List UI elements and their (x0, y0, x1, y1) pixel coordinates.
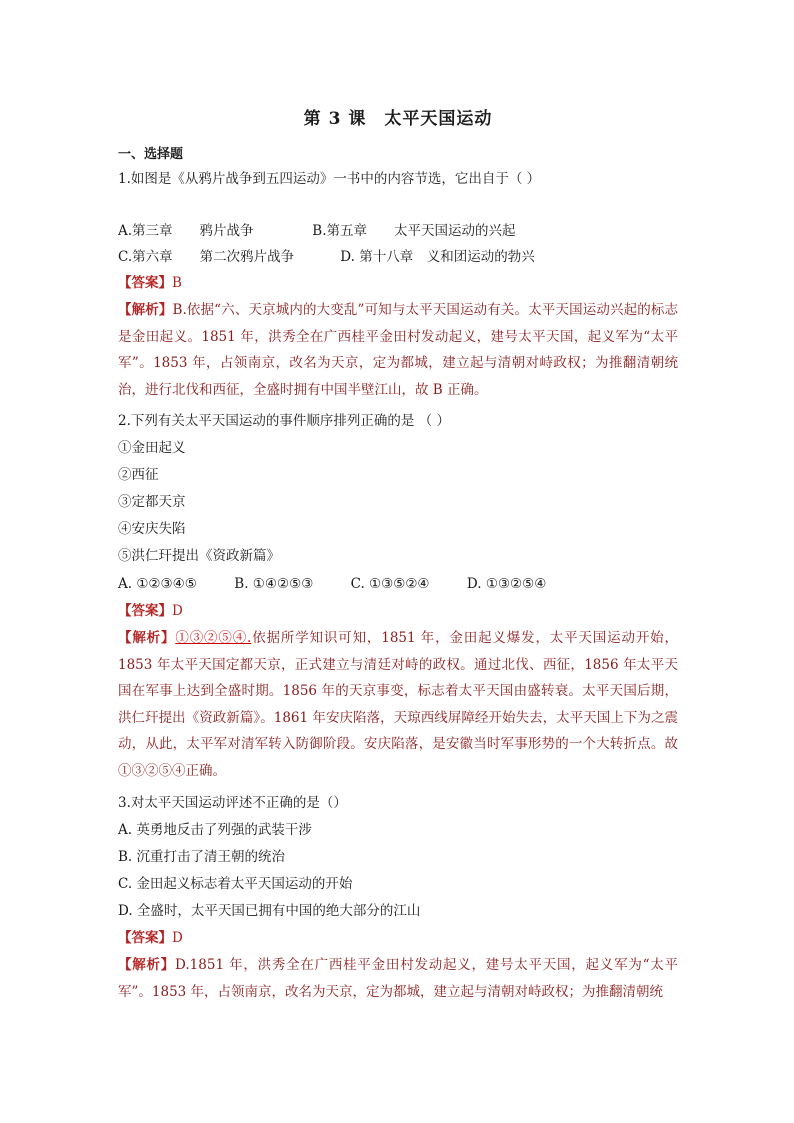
q1-stem: 1.如图是《从鸦片战争到五四运动》一书中的内容节选，它出自于（ ） (118, 171, 541, 187)
q1-explanation (118, 297, 678, 403)
q1-answer (118, 270, 678, 297)
page-title: 第 3 课 太平天国运动 (303, 109, 493, 129)
explanation-highlight: ①③②⑤④. (175, 630, 252, 646)
q2-options-row (118, 571, 678, 598)
q2-answer (118, 598, 678, 625)
q1-option-a: A.第三章 鸦片战争 (118, 223, 254, 239)
explanation-text: B.依据“六、天京城内的大变乱”可知与太平天国运动有关。太平天国运动兴起的标志是金田起义。1851 年，洪秀全在广西桂平金田村发动起义，建号太平天国，起义军为“太平军”。1853 年，占领南京，改名为天京，定为都城，建立起与清朝对峙政权；为推翻清朝统治，进行北伐和西征，全盛时拥有中国半壁江山，故 B 正确。 (118, 302, 679, 398)
q2-option-b: B. ①④②⑤③ (234, 576, 314, 592)
q2-item: ④安庆失陷 (118, 521, 186, 537)
q2-item: ③定都天京 (118, 494, 186, 510)
q2-option-d: D. ①③②⑤④ (466, 576, 547, 592)
q1-options-row-2 (118, 244, 678, 271)
q2-item: ②西征 (118, 467, 159, 483)
q2-item: ①金田起义 (118, 440, 186, 456)
q3-option-d: D. 全盛时，太平天国已拥有中国的绝大部分的江山 (118, 903, 421, 919)
q3-explanation (118, 952, 678, 1005)
q3-option-c: C. 金田起义标志着太平天国运动的开始 (118, 876, 353, 892)
section-heading: 一、选择题 (118, 147, 184, 162)
q3-stem: 3.对太平天国运动评述不正确的是（） (118, 795, 347, 811)
q3-answer (118, 925, 678, 952)
explanation-label: 【解析】 (118, 630, 176, 646)
q2-item: ⑤洪仁玕提出《资政新篇》 (118, 548, 280, 564)
q1-option-b: B.第五章 太平天国运动的兴起 (312, 223, 516, 239)
q2-stem: 2.下列有关太平天国运动的事件顺序排列正确的是 （ ） (118, 413, 450, 429)
q2-option-a: A. ①②③④⑤ (118, 576, 197, 592)
q1-option-c: C.第六章 第二次鸦片战争 (118, 249, 295, 265)
answer-value: B (172, 275, 182, 291)
q3-option-a: A. 英勇地反击了列强的武装干涉 (118, 822, 312, 838)
q1-option-d: D. 第十八章 义和团运动的勃兴 (340, 249, 535, 265)
answer-value: D (172, 930, 183, 946)
q2-option-c: C. ①③⑤②④ (350, 576, 430, 592)
answer-label: 【答案】 (118, 930, 172, 946)
answer-label: 【答案】 (118, 603, 172, 619)
q1-options-row-1 (118, 218, 678, 245)
q2-explanation (118, 625, 678, 784)
answer-label: 【答案】 (118, 275, 172, 291)
explanation-label: 【解析】 (118, 957, 176, 973)
answer-value: D (172, 603, 183, 619)
explanation-text: D.1851 年，洪秀全在广西桂平金田村发动起义，建号太平天国，起义军为“太平军”。1853 年，占领南京，改名为天京，定为都城，建立起与清朝对峙政权；为推翻清朝统 (118, 957, 679, 1000)
explanation-label: 【解析】 (118, 302, 173, 318)
explanation-text: 依据所学知识可知，1851 年，金田起义爆发，太平天国运动开始，1853 年太平天国定都天京，正式建立与清廷对峙的政权。通过北伐、西征，1856 年太平天国在军事上达到全盛时期。1856 年的天京事变，标志着太平天国由盛转衰。太平天国后期，洪仁玕提出《资政新篇》。1861 年安庆陷落，天琼西线屏障经开始失去，太平天国上下为之震动，从此，太平军对清军转入防御阶段。安庆陷落，是安徽当时军事形势的一个大转折点。故①③②⑤④正确。 (118, 630, 679, 779)
q3-option-b: B. 沉重打击了清王朝的统治 (118, 849, 286, 865)
